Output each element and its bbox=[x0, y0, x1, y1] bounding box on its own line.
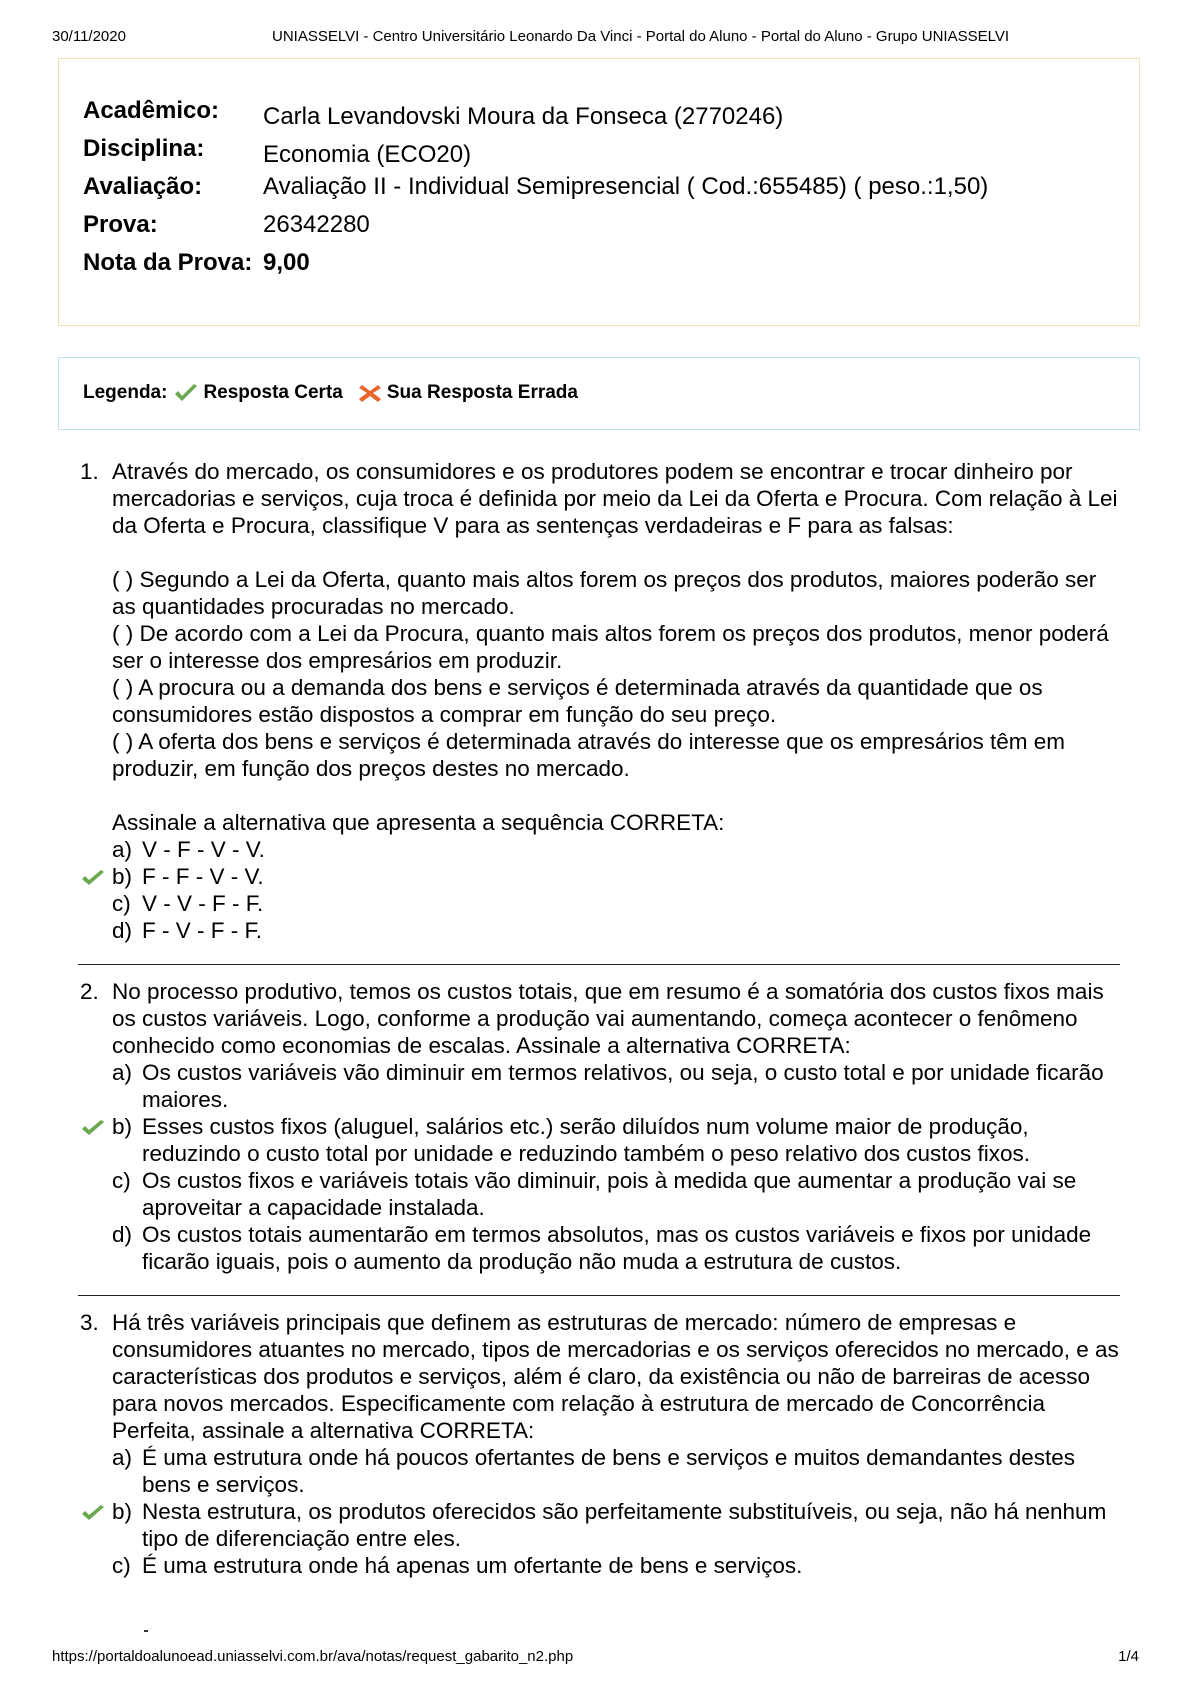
option-letter: a) bbox=[112, 1445, 133, 1470]
option-letter: a) bbox=[112, 1060, 133, 1085]
option-b bbox=[112, 1498, 1120, 1552]
option-a bbox=[112, 1444, 1120, 1498]
nota-label: Nota da Prova: bbox=[83, 249, 253, 276]
option-text: F - V - F - F. bbox=[142, 918, 262, 943]
question-text: Há três variáveis principais que definem as estruturas de mercado: número de empresas e consumidores atuantes no mercado, tipos de mercadorias e os serviços oferecidos no mercado, e as características dos produtos e serviços, além é claro, da existência ou não de barreiras de acesso para novos mercados. Especificamente com relação à estrutura de mercado de Concorrência Perfeita, assinale a alternativa CORRETA: bbox=[112, 1310, 1119, 1443]
exam-info-panel bbox=[58, 58, 1140, 326]
option-b bbox=[112, 1113, 1120, 1167]
print-page-number: 1/4 bbox=[1118, 1648, 1139, 1665]
option-letter: c) bbox=[112, 1553, 131, 1578]
option-text: V - F - V - V. bbox=[142, 837, 265, 862]
statement: ( ) A procura ou a demanda dos bens e serviços é determinada através da quantidade que os consumidores estão dispostos a comprar em função do seu preço. bbox=[112, 675, 1043, 727]
option-letter: c) bbox=[112, 1168, 131, 1193]
question-2 bbox=[80, 978, 1120, 1275]
option-b bbox=[112, 863, 1120, 890]
print-page-title: UNIASSELVI - Centro Universitário Leonardo Da Vinci - Portal do Aluno - Portal do Aluno - Grupo UNIASSELVI bbox=[272, 28, 1010, 45]
option-text: Nesta estrutura, os produtos oferecidos são perfeitamente substituíveis, ou seja, não há nenhum tipo de diferenciação entre eles. bbox=[142, 1499, 1107, 1551]
print-date: 30/11/2020 bbox=[52, 28, 126, 45]
question-prompt: Assinale a alternativa que apresenta a sequência CORRETA: bbox=[112, 810, 725, 835]
academico-value: Carla Levandovski Moura da Fonseca (2770246) bbox=[263, 103, 784, 130]
option-text: Os custos variáveis vão diminuir em termos relativos, ou seja, o custo total e por unidade ficarão maiores. bbox=[142, 1060, 1104, 1112]
option-d bbox=[112, 1221, 1120, 1275]
statement: ( ) De acordo com a Lei da Procura, quanto mais altos forem os preços dos produtos, menor poderá ser o interesse dos empresários em produzir. bbox=[112, 621, 1109, 673]
legend-panel bbox=[58, 357, 1140, 430]
question-1 bbox=[80, 458, 1120, 539]
legend-label: Legenda: bbox=[83, 382, 168, 403]
question-number: 1. bbox=[80, 459, 99, 484]
option-a bbox=[112, 836, 1120, 863]
question-3 bbox=[80, 1309, 1120, 1579]
option-letter: d) bbox=[112, 1222, 133, 1247]
disciplina-value: Economia (ECO20) bbox=[263, 141, 472, 168]
option-letter: d) bbox=[112, 918, 133, 943]
option-letter: b) bbox=[112, 1114, 133, 1139]
option-a bbox=[112, 1059, 1120, 1113]
avaliacao-label: Avaliação: bbox=[83, 173, 203, 200]
question-text: No processo produtivo, temos os custos totais, que em resumo é a somatória dos custos fixos mais os custos variáveis. Logo, conforme a produção vai aumentando, começa acontecer o fenômeno conhecido como economias de escalas. Assinale a alternativa CORRETA: bbox=[112, 979, 1104, 1058]
disciplina-label: Disciplina: bbox=[83, 135, 205, 162]
option-letter: c) bbox=[112, 891, 131, 916]
check-icon bbox=[80, 1503, 106, 1523]
option-text: F - F - V - V. bbox=[142, 864, 264, 889]
option-d bbox=[112, 917, 1120, 944]
question-list bbox=[80, 458, 1120, 1579]
option-letter: b) bbox=[112, 1499, 133, 1524]
question-text: Através do mercado, os consumidores e os produtores podem se encontrar e trocar dinheiro por mercadorias e serviços, cuja troca é definida por meio da Lei da Oferta e Procura. Com relação à Lei da Oferta e Procura, classifique V para as sentenças verdadeiras e F para as falsas: bbox=[112, 459, 1118, 538]
option-c bbox=[112, 1167, 1120, 1221]
question-divider bbox=[78, 1295, 1120, 1296]
prova-value: 26342280 bbox=[263, 211, 370, 238]
legend bbox=[83, 382, 578, 404]
check-icon bbox=[80, 1118, 106, 1138]
option-list bbox=[112, 1059, 1120, 1275]
option-text: É uma estrutura onde há poucos ofertantes de bens e serviços e muitos demandantes destes bens e serviços. bbox=[142, 1445, 1076, 1497]
academico-label: Acadêmico: bbox=[83, 97, 220, 124]
statement-list bbox=[80, 566, 1120, 944]
option-c bbox=[112, 1552, 1120, 1579]
legend-wrong-label: Sua Resposta Errada bbox=[386, 382, 578, 403]
avaliacao-value: Avaliação II - Individual Semipresencial ( Cod.:655485) ( peso.:1,50) bbox=[263, 173, 989, 200]
check-icon bbox=[80, 868, 106, 888]
statement: ( ) Segundo a Lei da Oferta, quanto mais altos forem os preços dos produtos, maiores poderão ser as quantidades procuradas no mercado. bbox=[112, 567, 1097, 619]
option-text: Os custos totais aumentarão em termos absolutos, mas os custos variáveis e fixos por unidade ficarão iguais, pois o aumento da produção não muda a estrutura de custos. bbox=[142, 1222, 1092, 1274]
print-header bbox=[52, 28, 1139, 50]
question-number: 2. bbox=[80, 979, 99, 1004]
option-list bbox=[112, 1444, 1120, 1579]
question-number: 3. bbox=[80, 1310, 99, 1335]
option-letter: a) bbox=[112, 837, 133, 862]
cross-icon bbox=[357, 382, 383, 404]
legend-correct-label: Resposta Certa bbox=[203, 382, 343, 403]
option-letter: b) bbox=[112, 864, 133, 889]
statement: ( ) A oferta dos bens e serviços é determinada através do interesse que os empresários têm em produzir, em função dos preços destes no mercado. bbox=[112, 729, 1065, 781]
page-break-mark bbox=[144, 1630, 148, 1632]
nota-value: 9,00 bbox=[263, 249, 310, 276]
prova-label: Prova: bbox=[83, 211, 158, 238]
option-text: Esses custos fixos (aluguel, salários etc.) serão diluídos num volume maior de produção, reduzindo o custo total por unidade e reduzindo também o peso relativo dos custos fixos. bbox=[142, 1114, 1031, 1166]
option-c bbox=[112, 890, 1120, 917]
option-text: V - V - F - F. bbox=[142, 891, 264, 916]
print-url: https://portaldoalunoead.uniasselvi.com.br/ava/notas/request_gabarito_n2.php bbox=[52, 1648, 574, 1665]
option-list bbox=[112, 836, 1120, 944]
question-divider bbox=[78, 964, 1120, 965]
option-text: Os custos fixos e variáveis totais vão diminuir, pois à medida que aumentar a produção vai se aproveitar a capacidade instalada. bbox=[142, 1168, 1077, 1220]
check-icon bbox=[173, 382, 199, 404]
print-footer bbox=[52, 1648, 1139, 1670]
option-text: É uma estrutura onde há apenas um ofertante de bens e serviços. bbox=[142, 1553, 803, 1578]
